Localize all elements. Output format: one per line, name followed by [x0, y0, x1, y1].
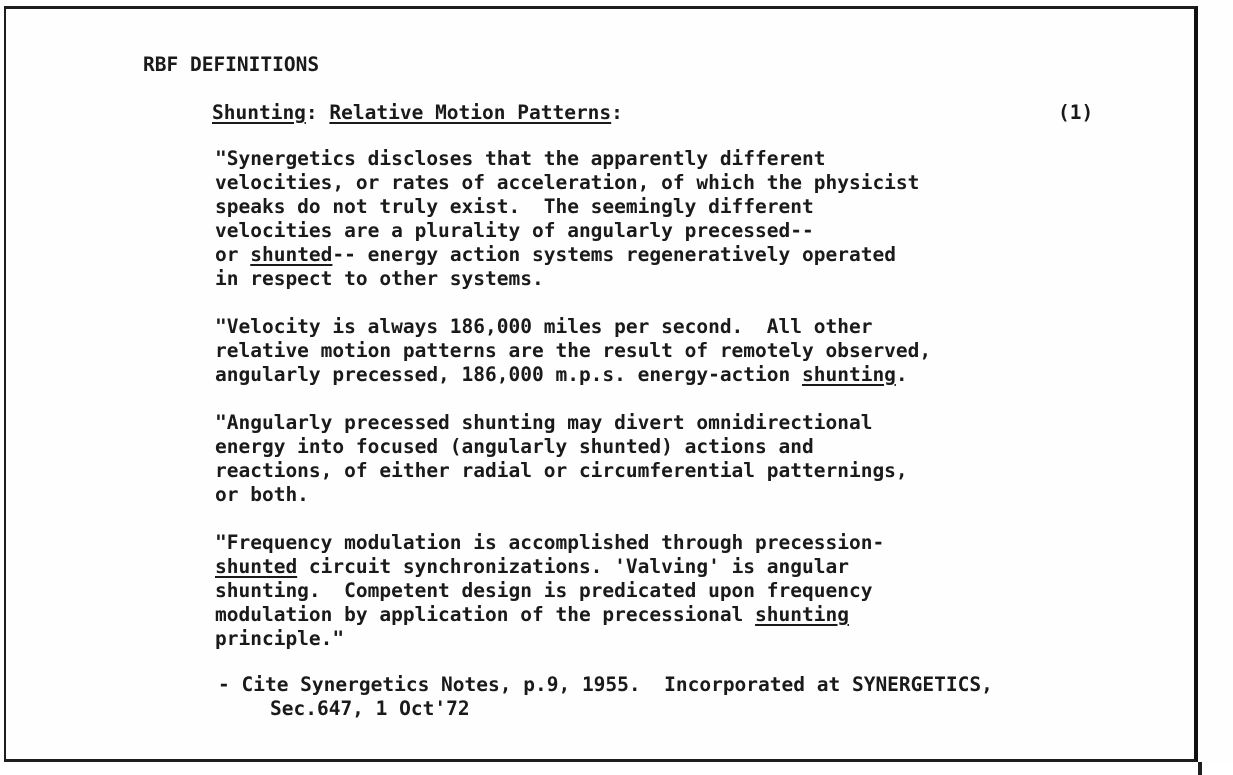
underlined-term: shunting [802, 363, 896, 386]
quote-paragraph-3 [215, 411, 908, 507]
text-line: "Velocity is always 186,000 miles per second. All other [215, 315, 873, 338]
underlined-term: shunted [250, 243, 333, 266]
text-line: energy into focused (angularly shunted) actions and [215, 435, 814, 458]
text-line: shunting. Competent design is predicated upon frequency [215, 579, 873, 602]
text-line: relative motion patterns are the result of remotely observed, [215, 339, 932, 362]
text-line [215, 363, 931, 387]
citation-line: - Cite Synergetics Notes, p.9, 1955. Incorporated at SYNERGETICS, [218, 673, 993, 696]
entry-title-colon: : [305, 101, 330, 124]
entry-subtitle: Relative Motion Patterns [329, 101, 612, 124]
citation-line: Sec.647, 1 Oct'72 [270, 697, 470, 720]
entry-title [212, 101, 623, 125]
text-line: "Angularly precessed shunting may divert omnidirectional [215, 411, 873, 434]
border-tick [1198, 762, 1202, 775]
text-line: reactions, of either radial or circumferential patternings, [215, 459, 908, 482]
text-line: velocities are a plurality of angularly precessed-- [215, 219, 814, 242]
text-line [215, 243, 919, 267]
underlined-term: shunting [755, 603, 849, 626]
page-edge [0, 764, 1233, 775]
citation [218, 673, 993, 721]
entry-title-trailing: : [611, 101, 623, 124]
page-number: (1) [1058, 101, 1094, 124]
text-line: speaks do not truly exist. The seemingly different [215, 195, 814, 218]
page-heading: RBF DEFINITIONS [143, 53, 320, 76]
text-line [215, 603, 884, 627]
quote-paragraph-4 [215, 531, 884, 651]
text-fragment: modulation by application of the precessional [215, 603, 756, 626]
entry-term: Shunting [212, 101, 306, 124]
text-line: "Synergetics discloses that the apparently different [215, 147, 826, 170]
text-line: or both. [215, 483, 309, 506]
text-fragment: angularly precessed, 186,000 m.p.s. energy-action [215, 363, 802, 386]
text-fragment: or [215, 243, 251, 266]
text-line: velocities, or rates of acceleration, of which the physicist [215, 171, 920, 194]
text-fragment: . [895, 363, 908, 386]
quote-paragraph-2 [215, 315, 931, 387]
text-line: "Frequency modulation is accomplished through precession- [215, 531, 885, 554]
underlined-term: shunted [215, 555, 298, 578]
text-fragment: -- energy action systems regeneratively operated [332, 243, 896, 266]
text-fragment: circuit synchronizations. 'Valving' is angular [297, 555, 849, 578]
text-line: principle." [215, 627, 345, 650]
quote-paragraph-1 [215, 147, 919, 291]
text-line [215, 555, 884, 579]
text-line: in respect to other systems. [215, 267, 544, 290]
